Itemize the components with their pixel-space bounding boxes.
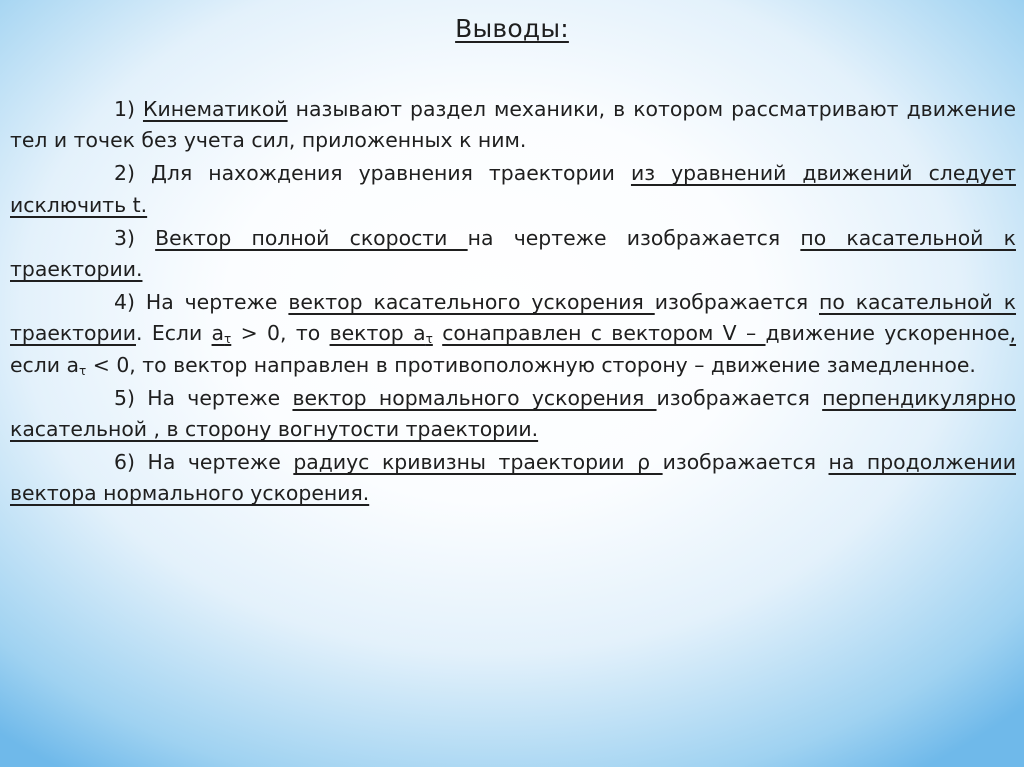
paragraph-4-text-k: движение ускоренное	[765, 321, 1010, 346]
paragraph-5-text-a: На чертеже	[147, 385, 293, 410]
symbol-tau: τ	[224, 332, 232, 347]
paragraph-4-tau: τ	[79, 363, 87, 378]
paragraph-4-text-e: . Если	[135, 321, 212, 346]
vector-a-text: вектор a	[329, 321, 426, 346]
paragraph-5	[10, 383, 1016, 445]
paragraph-6-number: 6)	[114, 450, 148, 475]
paragraph-2	[10, 158, 1016, 220]
paragraph-4-underlined-h	[330, 321, 433, 345]
paragraph-4-text-n: < 0, то вектор направлен в противоположную сторону – движение замедленное.	[86, 352, 976, 377]
paragraph-3-underlined-c: по касательной к траектории.	[10, 225, 1016, 282]
paragraph-4-underlined-j: сонаправлен с вектором V –	[442, 321, 766, 346]
paragraph-3	[10, 223, 1016, 285]
paragraph-5-number: 5)	[114, 385, 148, 410]
symbol-a: a	[211, 321, 225, 346]
paragraph-4	[10, 287, 1016, 381]
paragraph-3-text: на чертеже изображается	[467, 225, 801, 250]
paragraph-5-underlined-b: вектор нормального ускорения	[292, 385, 657, 410]
paragraph-6-text-a: На чертеже	[147, 450, 294, 475]
paragraph-6-underlined-b: радиус кривизны траектории ρ	[293, 450, 663, 475]
paragraph-4-text-i	[433, 321, 442, 345]
paragraph-4-underlined-b: вектор касательного ускорения	[288, 290, 655, 315]
paragraph-2-underlined: из уравнений движений следует исключить t.	[10, 161, 1016, 217]
paragraph-3-underlined-a: Вектор полной скорости	[155, 225, 468, 250]
slide-title	[0, 14, 1024, 43]
paragraph-2-number: 2)	[114, 161, 151, 186]
paragraph-1-number: 1)	[114, 97, 143, 121]
paragraph-4-underlined-d: по касательной к траектории	[10, 290, 1017, 346]
paragraph-4-text-a: На чертеже	[145, 290, 289, 315]
paragraph-5-text-c: изображается	[656, 385, 823, 410]
paragraph-2-text: Для нахождения уравнения траектории	[151, 161, 631, 186]
conclusions-body	[10, 94, 1016, 510]
paragraph-6	[10, 447, 1016, 509]
tangential-accel-symbol	[212, 321, 232, 345]
paragraph-6-underlined-d: на продолжении вектора нормального ускорения.	[10, 450, 1017, 506]
paragraph-4-text-g: > 0, то	[231, 321, 330, 346]
term-kinematics: Кинематикой	[142, 97, 288, 121]
paragraph-5-underlined-d: перпендикулярно касательной , в сторону вогнутости траектории.	[10, 385, 1016, 442]
paragraph-1	[10, 94, 1016, 156]
title-text: Выводы:	[455, 14, 569, 43]
paragraph-4-underlined-comma: ,	[1009, 321, 1017, 346]
paragraph-4-number: 4)	[114, 290, 146, 315]
paragraph-1-text: называют раздел механики, в котором рассматривают движение тел и точек без учета сил, приложенных к ним.	[10, 97, 1016, 153]
paragraph-4-text-m: если a	[10, 352, 80, 377]
paragraph-6-text-c: изображается	[662, 450, 829, 475]
paragraph-3-number: 3)	[114, 225, 156, 250]
vector-a-tau: τ	[425, 332, 433, 347]
paragraph-4-text-c: изображается	[654, 290, 819, 315]
